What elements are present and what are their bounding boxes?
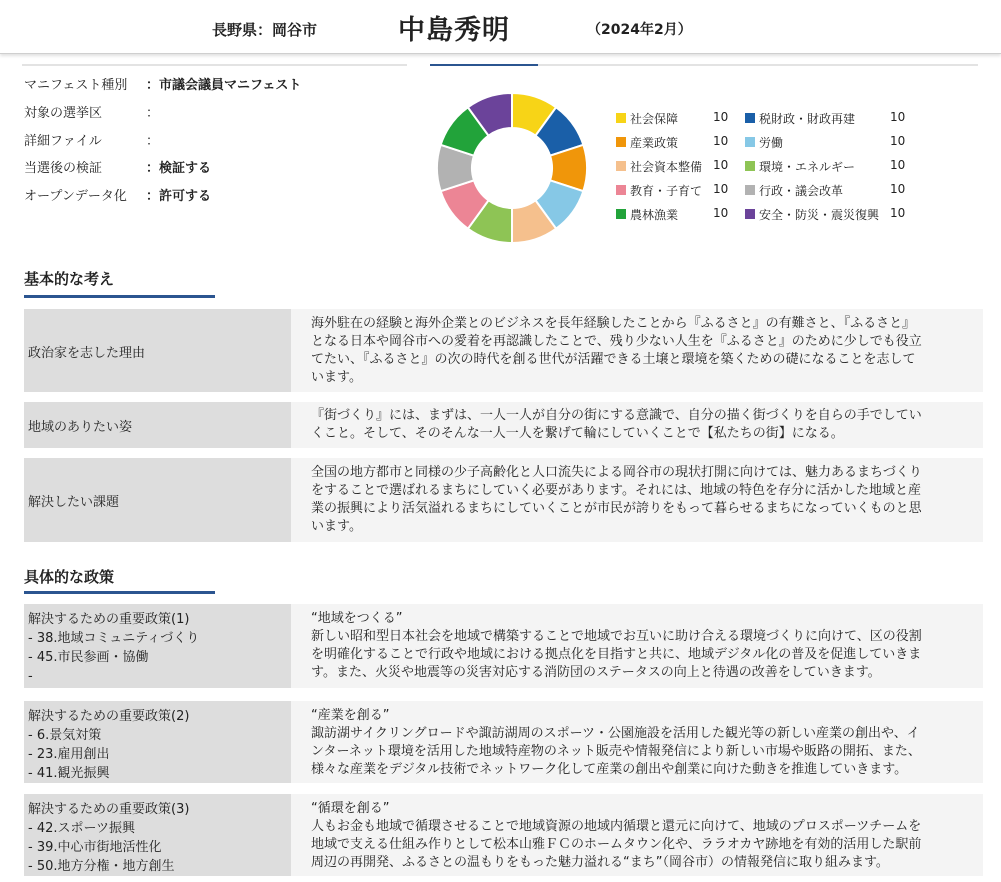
- basic-row-content: [291, 402, 983, 448]
- legend-label: 安全・防災・震災復興: [759, 208, 880, 222]
- basic-row-label-box: [24, 309, 291, 392]
- legend-label: 環境・エネルギー: [759, 160, 856, 174]
- text-line: を明確化することで行政や地域における拠点化を目指すと共に、地域デジタル化の普及を促進していきま: [311, 647, 922, 662]
- text-line: 『街づくり』には、まずは、一人一人が自分の街にする意識で、自分の描く街づくりを自らの手でしてい: [311, 408, 922, 423]
- text-line: 海外駐在の経験と海外企業とのビジネスを長年経験したことから『ふるさと』の有難さと、『ふるさと』: [311, 316, 916, 331]
- chart-divider-accent: [430, 64, 538, 66]
- policy-row-content: [291, 794, 983, 876]
- policy-tag: -: [28, 669, 33, 684]
- legend-swatch: [616, 137, 626, 147]
- text-line: てたい、『ふるさと』の次の時代を創る世代が活躍できる土壌と環境を築くための礎になることを志して: [311, 352, 916, 367]
- policy-tag: - 45.市民参画・協働: [28, 650, 149, 665]
- info-label: 詳細ファイル: [24, 134, 102, 149]
- text-line: 周辺の再開発、ふるさとの温もりをもった魅力溢れる“まち”（岡谷市）の情報発信に取り組みます。: [311, 855, 889, 870]
- legend-label: 社会資本整備: [630, 160, 703, 174]
- prefecture-city: 長野県：岡谷市: [212, 21, 318, 39]
- policy-heading: “循環を創る”: [311, 801, 390, 816]
- info-divider: [22, 64, 407, 66]
- text-line: 業の振興により活気溢れるまちにしていくことが市民が誇りをもって暮らせるまちになっていくものと思: [311, 501, 922, 516]
- basic-row-label-box: [24, 402, 291, 448]
- info-value: ：市議会議員マニフェスト: [146, 78, 302, 93]
- legend-value: 10: [713, 110, 729, 124]
- text-line: となる日本や岡谷市への愛着を再認識したことで、残り少ない人生を『ふるさと』のために少しでも役立: [311, 334, 922, 349]
- text-line: くこと。そして、そのそんな一人一人を繋げて輪にしていくことで【私たちの街】になる。: [311, 426, 844, 441]
- manifesto-date: （2024年2月）: [587, 22, 692, 38]
- legend-swatch: [745, 185, 755, 195]
- basic-row-label: 解決したい課題: [28, 495, 120, 510]
- policy-tag: - 42.スポーツ振興: [28, 821, 135, 836]
- info-value: ：: [146, 106, 160, 121]
- policy-row-text: [311, 610, 975, 682]
- text-line: 全国の地方都市と同様の少子高齢化と人口流失による岡谷市の現状打開に向けては、魅力あるまちづくり: [311, 465, 922, 480]
- policy-label-line: 解決するための重要政策(3): [28, 802, 190, 817]
- section-underline: [24, 591, 215, 594]
- text-line: 地域で支える仕組み作りとして松本山雅ＦＣのホームタウン化や、ララオカヤ跡地を有効的活用した駅前: [311, 837, 922, 852]
- basic-row-text: [311, 464, 975, 536]
- legend-swatch: [745, 209, 755, 219]
- policy-row-text: [311, 707, 975, 779]
- legend-label: 税財政・財政再建: [759, 112, 856, 126]
- info-value[interactable]: ：: [146, 134, 160, 149]
- policy-row-label-box: [24, 794, 291, 876]
- policy-label-line: 解決するための重要政策(1): [28, 612, 190, 627]
- legend-swatch: [745, 113, 755, 123]
- legend-swatch: [616, 161, 626, 171]
- legend-value: 10: [713, 134, 729, 148]
- basic-row-content: [291, 458, 983, 542]
- policy-heading: “産業を創る”: [311, 708, 390, 723]
- text-line: 諏訪湖サイクリングロードや諏訪湖周のスポーツ・公園施設を活用した観光等の新しい産業の創出や、イ: [311, 726, 920, 741]
- policy-tag: - 6.景気対策: [28, 728, 102, 743]
- legend-value: 10: [713, 206, 729, 220]
- legend-value: 10: [890, 110, 906, 124]
- basic-row-text: [311, 407, 975, 443]
- legend-swatch: [616, 113, 626, 123]
- text-line: います。: [311, 519, 362, 534]
- policy-row-text: [311, 800, 975, 872]
- legend-value: 10: [890, 134, 906, 148]
- policy-tag: - 39.中心市街地活性化: [28, 840, 162, 855]
- legend-value: 10: [713, 182, 729, 196]
- basic-row-text: [311, 315, 975, 387]
- policy-label: [28, 610, 199, 686]
- legend-value: 10: [890, 206, 906, 220]
- section-title-basic: 基本的な考え: [24, 270, 115, 288]
- section-underline: [24, 295, 215, 298]
- policy-row-label-box: [24, 701, 291, 783]
- text-line: 人もお金も地域で循環させることで地域資源の地域内循環と還元に向けて、地域のプロスポーツチームを: [311, 819, 922, 834]
- info-label: 対象の選挙区: [24, 106, 103, 121]
- legend-swatch: [616, 185, 626, 195]
- legend-value: 10: [890, 158, 906, 172]
- policy-row-content: [291, 604, 983, 688]
- info-value: ：許可する: [146, 189, 212, 204]
- legend-swatch: [745, 161, 755, 171]
- legend-label: 農林漁業: [630, 208, 679, 222]
- legend-label: 行政・議会改革: [759, 184, 844, 198]
- legend-swatch: [616, 209, 626, 219]
- policy-heading: “地域をつくる”: [311, 611, 403, 626]
- policy-tag: - 23.雇用創出: [28, 747, 110, 762]
- policy-row-content: [291, 701, 983, 783]
- section-title-policies: 具体的な政策: [24, 568, 115, 586]
- page-header: [0, 0, 1001, 54]
- policy-tag: - 38.地域コミュニティづくり: [28, 631, 200, 646]
- policy-tag: - 41.観光振興: [28, 766, 110, 781]
- policy-row-label-box: [24, 604, 291, 688]
- info-label: 当選後の検証: [24, 161, 103, 176]
- policy-tag: - 50.地方分権・地方創生: [28, 859, 175, 874]
- legend-label: 産業政策: [630, 136, 679, 150]
- basic-row-content: [291, 309, 983, 392]
- candidate-name: 中島秀明: [398, 15, 510, 46]
- legend-label: 社会保障: [630, 112, 679, 126]
- legend-value: 10: [713, 158, 729, 172]
- legend-value: 10: [890, 182, 906, 196]
- policy-label: [28, 707, 189, 783]
- text-line: ンターネット環境を活用した地域特産物のネット販売や情報発信により新しい市場や販路の開拓、また、: [311, 744, 921, 759]
- basic-row-label-box: [24, 458, 291, 542]
- text-line: います。: [311, 370, 362, 385]
- text-line: 新しい昭和型日本社会を地域で構築することで地域でお互いに助け合える環境づくりに向けて、区の役割: [311, 629, 922, 644]
- info-label: マニフェスト種別: [24, 78, 128, 93]
- policy-label-line: 解決するための重要政策(2): [28, 709, 190, 724]
- policy-donut-chart: [436, 91, 588, 245]
- legend-swatch: [745, 137, 755, 147]
- text-line: す。また、火災や地震等の災害対応する消防団のステータスの向上と待遇の改善をしていきます。: [311, 665, 881, 680]
- basic-row-label: 地域のありたい姿: [28, 420, 133, 435]
- info-value: ：検証する: [146, 161, 212, 176]
- legend-label: 教育・子育て: [630, 184, 703, 198]
- info-label: オープンデータ化: [24, 189, 127, 204]
- text-line: をすることで選ばれるまちにしていく必要があります。それには、地域の特色を存分に活かした地域と産: [311, 483, 921, 498]
- policy-label: [28, 800, 189, 876]
- text-line: 様々な産業をデジタル技術でネットワーク化して産業の創出や創業に向けた動きを推進していきます。: [311, 762, 908, 777]
- basic-row-label: 政治家を志した理由: [28, 346, 146, 361]
- legend-label: 労働: [759, 136, 784, 150]
